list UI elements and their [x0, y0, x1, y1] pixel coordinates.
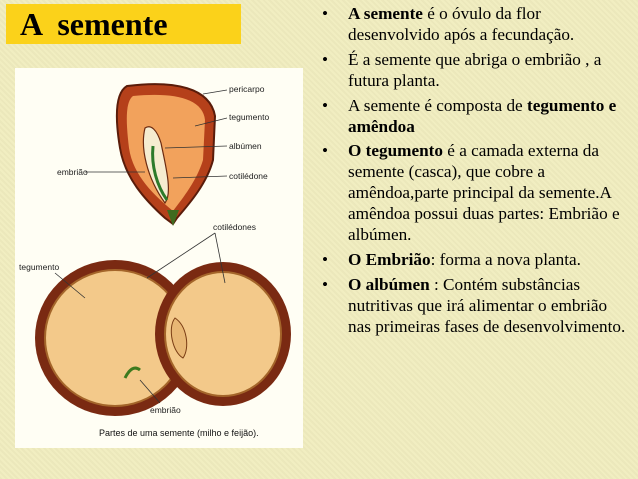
label-tegumento-top: tegumento: [229, 112, 270, 122]
bullet-item: • O albúmen : Contém substâncias nutritivas que irá alimentar o embrião nas primeiras fases de desenvolvimento.: [320, 275, 632, 338]
corn-seed-illustration: [117, 84, 215, 226]
label-albumen: albúmen: [229, 141, 262, 151]
bullet-item: • A semente é o óvulo da flor desenvolvido após a fecundação.: [320, 4, 632, 46]
seed-figure: [15, 68, 303, 448]
bullet-list: [320, 4, 632, 342]
bullet-item: • O tegumento é a camada externa da semente (casca), que cobre a amêndoa,parte principal da semente.A amêndoa possui duas partes: Embrião e albúmen.: [320, 141, 632, 246]
label-embriao-bottom: embrião: [150, 405, 181, 415]
label-cotiledones: cotilédones: [213, 222, 257, 232]
bullet-item: • O Embrião: forma a nova planta.: [320, 250, 632, 271]
label-tegumento-bottom: tegumento: [19, 262, 60, 272]
figure-caption: Partes de uma semente (milho e feijão).: [99, 428, 259, 438]
bean-seed-illustration: [35, 260, 291, 416]
slide-title: A semente: [20, 6, 168, 42]
label-embriao-top: embrião: [57, 167, 88, 177]
title-banner: [6, 4, 241, 44]
bullet-item: • É a semente que abriga o embrião , a futura planta.: [320, 50, 632, 92]
label-pericarpo: pericarpo: [229, 84, 265, 94]
label-cotiledone: cotilédone: [229, 171, 268, 181]
bullet-item: • A semente é composta de tegumento e amêndoa: [320, 96, 632, 138]
seed-diagram: [15, 68, 303, 448]
